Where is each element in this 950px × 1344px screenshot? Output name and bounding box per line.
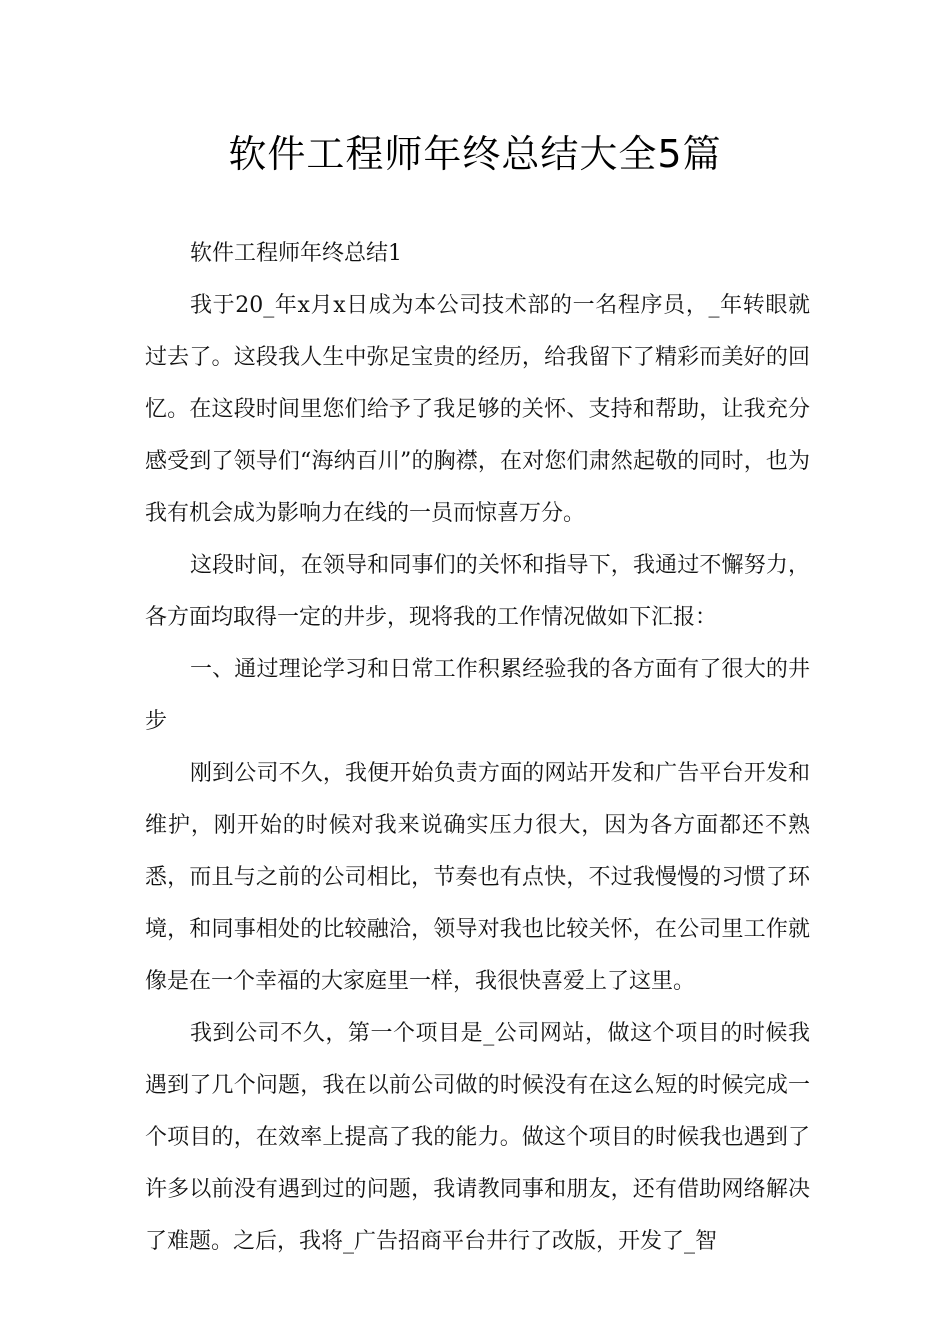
- paragraph: 我于20_年x月x日成为本公司技术部的一名程序员，_年转眼就过去了。这段我人生中弥足宝贵的经历，给我留下了精彩而美好的回忆。在这段时间里您们给予了我足够的关怀、支持和帮助，让我充分感受到了领导们“海纳百川”的胸襟，在对您们肃然起敬的同时，也为我有机会成为影响力在线的一员而惊喜万分。: [145, 293, 810, 526]
- paragraph: 我到公司不久，第一个项目是_公司网站，做这个项目的时候我遇到了几个问题，我在以前公司做的时候没有在这么短的时候完成一个项目的，在效率上提高了我的能力。做这个项目的时候我也遇到了许多以前没有遇到过的问题，我请教同事和朋友，还有借助网络解决了难题。之后，我将_广告招商平台井行了改版，开发了_智: [145, 1021, 810, 1254]
- paragraph: 刚到公司不久，我便开始负责方面的网站开发和广告平台开发和维护，刚开始的时候对我来说确实压力很大，因为各方面都还不熟悉，而且与之前的公司相比，节奏也有点快，不过我慢慢的习惯了环境，和同事相处的比较融洽，领导对我也比较关怀，在公司里工作就像是在一个幸福的大家庭里一样，我很快喜爱上了这里。: [145, 761, 810, 994]
- document-title: 软件工程师年终总结大全5篇: [228, 132, 722, 176]
- document-body: [145, 228, 810, 1268]
- section-heading: 软件工程师年终总结1: [190, 241, 402, 266]
- paragraph: 这段时间，在领导和同事们的关怀和指导下，我通过不懈努力，各方面均取得一定的井步，现将我的工作情况做如下汇报：: [145, 553, 810, 630]
- subheading-paragraph: 一、通过理论学习和日常工作积累经验我的各方面有了很大的井步: [145, 657, 810, 734]
